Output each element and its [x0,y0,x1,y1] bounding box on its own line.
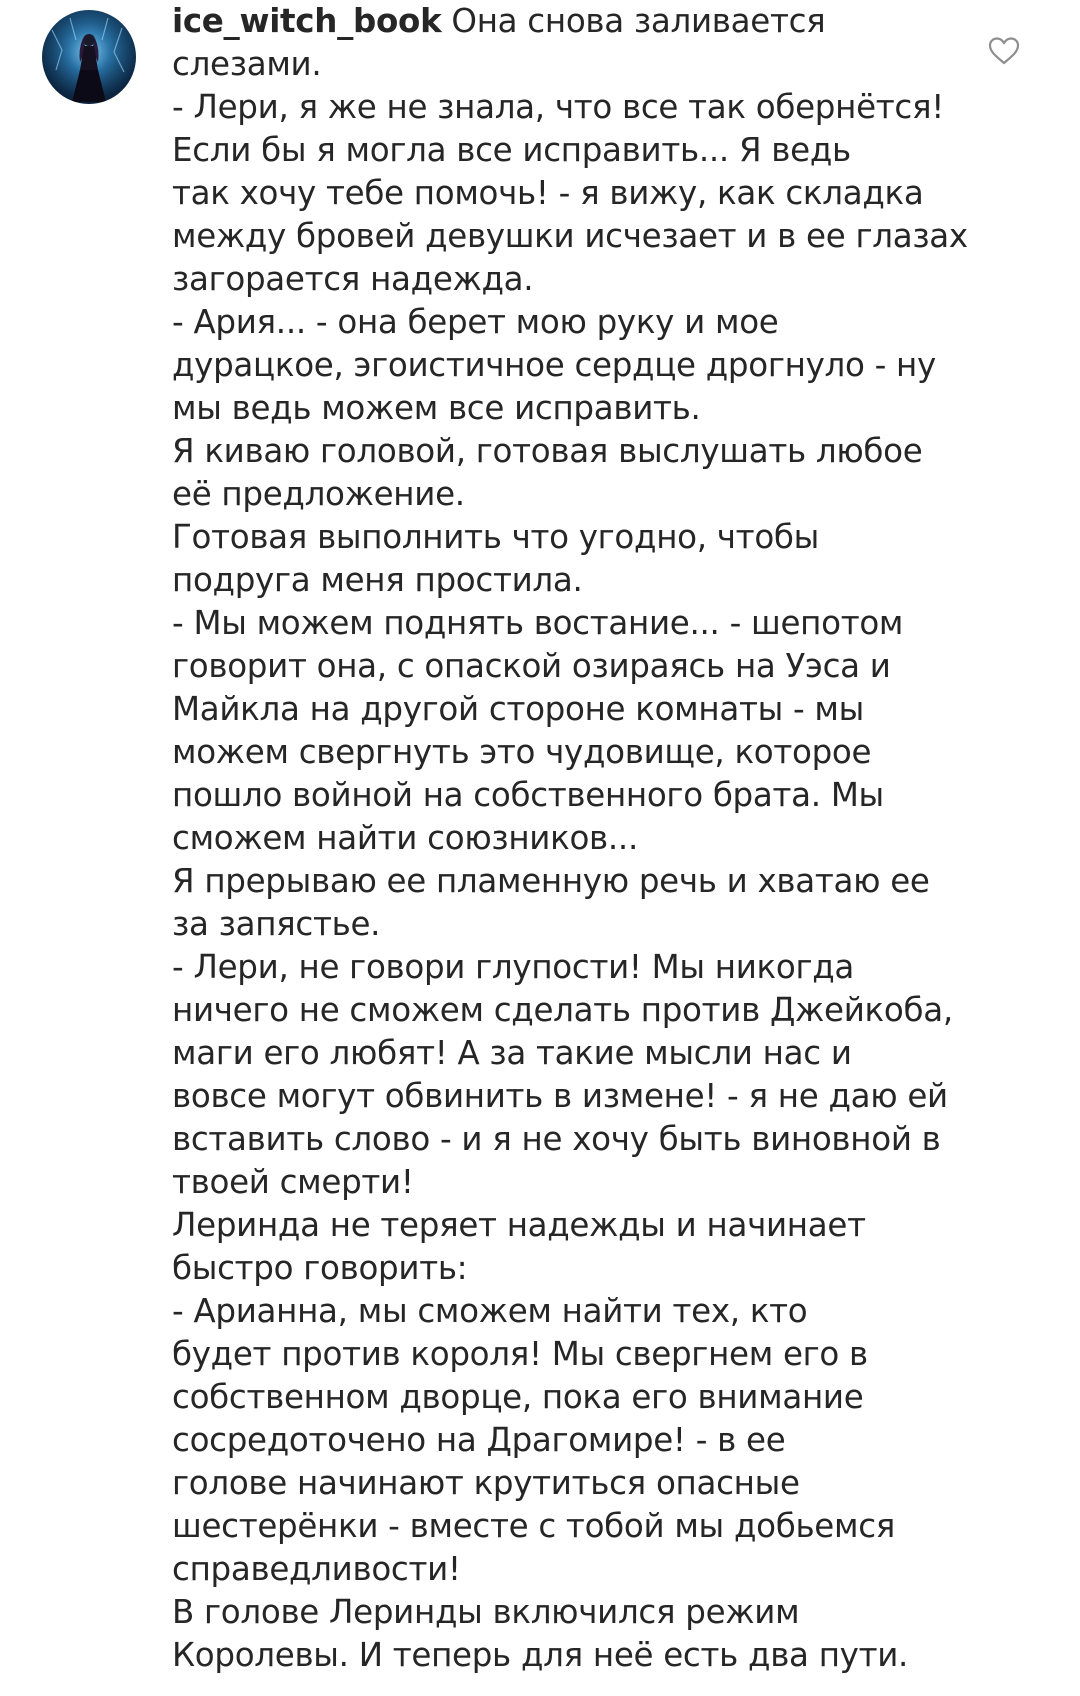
comment-line: - Ария... - она берет мою руку и мое [172,303,779,341]
comment-line: справедливости! [172,1550,461,1588]
comment-text [172,0,968,1677]
comment-line: голове начинают крутиться опасные [172,1464,800,1502]
comment-line: Майкла на другой стороне комнаты - мы [172,690,864,728]
heart-outline-icon [988,36,1020,66]
comment-line: твоей смерти! [172,1163,414,1201]
comment-line: вставить слово - и я не хочу быть виновной в [172,1120,941,1158]
like-button[interactable] [988,36,1020,66]
comment-line: Леринда не теряет надежды и начинает [172,1206,866,1244]
comment-line: её предложение. [172,475,465,513]
avatar-icon [42,10,136,104]
comment-line: между бровей девушки исчезает и в ее глазах [172,217,968,255]
comment-line: В голове Леринды включился режим [172,1593,800,1631]
comment-line: - Лери, не говори глупости! Мы никогда [172,948,855,986]
comment-line: загорается надежда. [172,260,534,298]
comment-first-line [172,0,962,43]
comment-line: подруга меня простила. [172,561,583,599]
comment-line: сможем найти союзников... [172,819,638,857]
comment-line: за запястье. [172,905,381,943]
comment-line: Я киваю головой, готовая выслушать любое [172,432,923,470]
comment-text-start: Она снова заливается [451,2,826,40]
comment-line: мы ведь можем все исправить. [172,389,701,427]
comment-line: сосредоточено на Драгомире! - в ее [172,1421,786,1459]
comment-line: вовсе могут обвинить в измене! - я не даю ей [172,1077,948,1115]
comment-line: Я прерываю ее пламенную речь и хватаю ее [172,862,930,900]
username-link[interactable]: ice_witch_book [172,2,442,40]
comment-line: собственном дворце, пока его внимание [172,1378,864,1416]
comment-line: Королевы. И теперь для неё есть два пути. [172,1636,909,1674]
comment-line: пошло войной на собственного брата. Мы [172,776,884,814]
comment-line: быстро говорить: [172,1249,468,1287]
comment-line: маги его любят! А за такие мысли нас и [172,1034,852,1072]
user-avatar[interactable] [42,10,136,104]
comment-line: дурацкое, эгоистичное сердце дрогнуло - ну [172,346,936,384]
comment-line: шестерёнки - вместе с тобой мы добьемся [172,1507,896,1545]
comment-line: говорит она, с опаской озираясь на Уэса и [172,647,891,685]
comment-line: - Мы можем поднять востание... - шепотом [172,604,904,642]
comment-line: - Лери, я же не знала, что все так обернётся! [172,88,944,126]
comment-line: будет против короля! Мы свергнем его в [172,1335,868,1373]
comment-line: слезами. [172,45,322,83]
comment-line: так хочу тебе помочь! - я вижу, как складка [172,174,924,212]
comment-line: ничего не сможем сделать против Джейкоба, [172,991,953,1029]
comment-line: можем свергнуть это чудовище, которое [172,733,872,771]
comment-line: - Арианна, мы сможем найти тех, кто [172,1292,808,1330]
comment-line: Если бы я могла все исправить... Я ведь [172,131,851,169]
comment-line: Готовая выполнить что угодно, чтобы [172,518,820,556]
